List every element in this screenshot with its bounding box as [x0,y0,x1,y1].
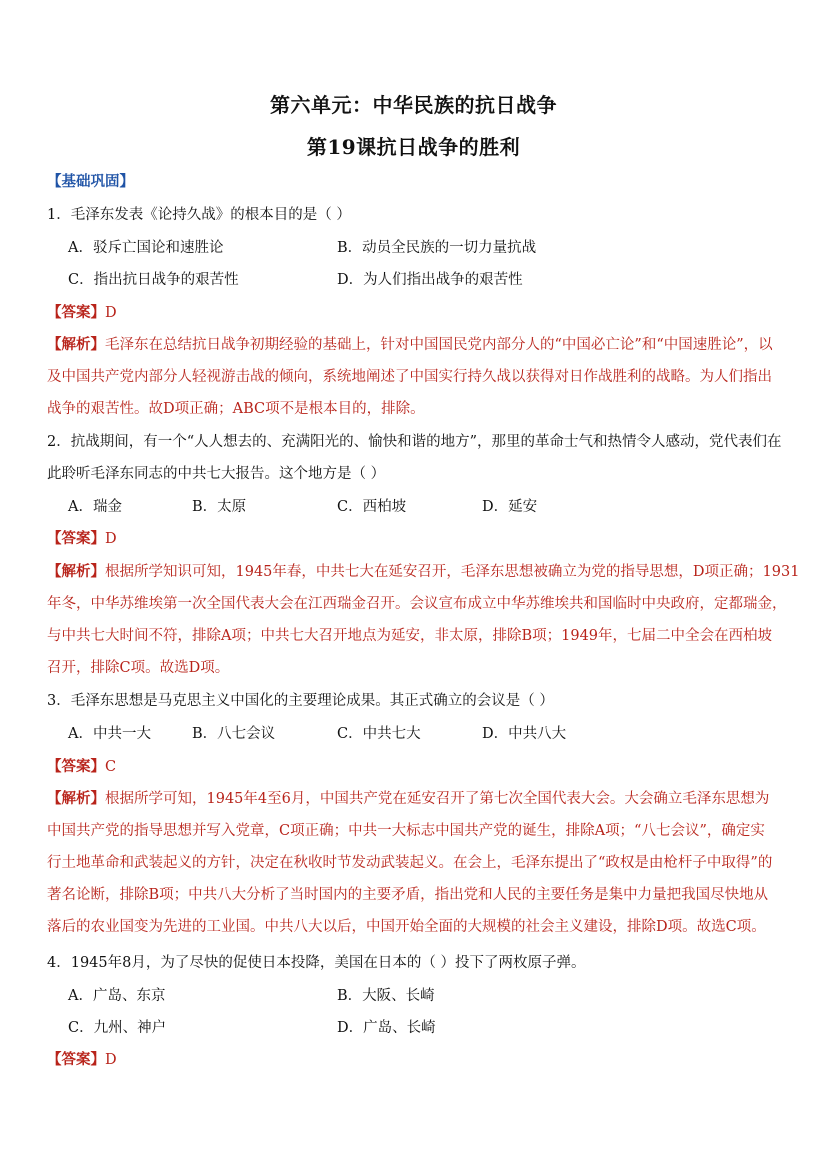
answer-label: 【答案】 [47,758,105,775]
q3-option-c: C．中共七大 [337,726,421,742]
q1-option-c: C．指出抗日战争的艰苦性 [68,272,239,288]
q2-answer-value: D [105,531,117,547]
answer-label: 【答案】 [47,304,105,321]
q1-analysis-line-3: 战争的艰苦性。故D项正确；ABC项不是根本目的，排除。 [47,401,425,417]
q1-answer-value: D [105,305,117,321]
q1-analysis-line-1: 【解析】毛泽东在总结抗日战争初期经验的基础上，针对中国国民党内部分人的“中国必亡论”和“中国速胜论”，以 [47,336,773,353]
q2-analysis-line-4: 召开，排除C项。故选D项。 [47,660,230,676]
q2-stem-line-1: 2．抗战期间，有一个“人人想去的、充满阳光的、愉快和谐的地方”，那里的革命士气和热情令人感动，党代表们在 [47,434,782,450]
q2-option-d: D．延安 [482,499,538,515]
q3-option-b: B．八七会议 [192,726,276,742]
q3-analysis-line-4: 著名论断，排除B项；中共八大分析了当时国内的主要矛盾，指出党和人民的主要任务是集中力量把我国尽快地从 [47,887,769,903]
q4-option-c: C．九州、神户 [68,1020,167,1036]
q4-answer [47,1048,117,1069]
q1-option-d: D．为人们指出战争的艰苦性 [337,272,523,288]
q3-option-a: A．中共一大 [68,726,151,742]
q2-option-c: C．西柏坡 [337,499,407,515]
q2-analysis-line-1: 【解析】根据所学知识可知，1945年春，中共七大在延安召开，毛泽东思想被确立为党的指导思想，D项正确；1931 [47,563,800,580]
q4-answer-value: D [105,1052,117,1068]
q2-analysis-line-3: 与中共七大时间不符，排除A项；中共七大召开地点为延安，非太原，排除B项；1949年，七届二中全会在西柏坡 [47,628,773,644]
unit-title: 第六单元：中华民族的抗日战争 [270,93,557,117]
q3-analysis-line-3: 行土地革命和武装起义的方针，决定在秋收时节发动武装起义。在会上，毛泽东提出了“政权是由枪杆子中取得”的 [47,855,773,871]
q4-option-a: A．广岛、东京 [68,988,166,1004]
q1-answer [47,301,117,322]
q4-option-b: B．大阪、长崎 [337,988,435,1004]
answer-label: 【答案】 [47,1051,105,1068]
q1-stem: 1．毛泽东发表《论持久战》的根本目的是（ ） [47,207,351,223]
answer-label: 【答案】 [47,530,105,547]
q3-option-d: D．中共八大 [482,726,567,742]
q3-answer-value: C [105,759,117,775]
analysis-label: 【解析】 [47,790,105,807]
q3-analysis-line-1: 【解析】根据所学可知，1945年4至6月，中国共产党在延安召开了第七次全国代表大会。大会确立毛泽东思想为 [47,790,770,807]
q1-option-b: B．动员全民族的一切力量抗战 [337,240,537,256]
q2-answer [47,527,117,548]
q2-analysis-line-2: 年冬，中华苏维埃第一次全国代表大会在江西瑞金召开。会议宣布成立中华苏维埃共和国临时中央政府，定都瑞金， [47,596,787,612]
q2-option-b: B．太原 [192,499,247,515]
q2-option-a: A．瑞金 [68,499,122,515]
q4-stem: 4．1945年8月，为了尽快的促使日本投降，美国在日本的（ ）投下了两枚原子弹。 [47,955,586,971]
analysis-label: 【解析】 [47,336,105,353]
q2-stem-line-2: 此聆听毛泽东同志的中共七大报告。这个地方是（ ） [47,466,386,482]
q3-answer [47,755,116,776]
lesson-title: 第19课抗日战争的胜利 [306,135,521,159]
q3-stem: 3．毛泽东思想是马克思主义中国化的主要理论成果。其正式确立的会议是（ ） [47,693,554,709]
q1-analysis-line-2: 及中国共产党内部分人轻视游击战的倾向，系统地阐述了中国实行持久战以获得对日作战胜利的战略。为人们指出 [47,369,772,385]
q1-option-a: A．驳斥亡国论和速胜论 [68,240,224,256]
analysis-label: 【解析】 [47,563,105,580]
q4-option-d: D．广岛、长崎 [337,1020,436,1036]
section-heading: 【基础巩固】 [47,173,134,190]
q3-analysis-line-5: 落后的农业国变为先进的工业国。中共八大以后，中国开始全面的大规模的社会主义建设，排除D项。故选C项。 [47,919,766,935]
q3-analysis-line-2: 中国共产党的指导思想并写入党章，C项正确；中共一大标志中国共产党的诞生，排除A项；“八七会议”，确定实 [47,823,765,839]
